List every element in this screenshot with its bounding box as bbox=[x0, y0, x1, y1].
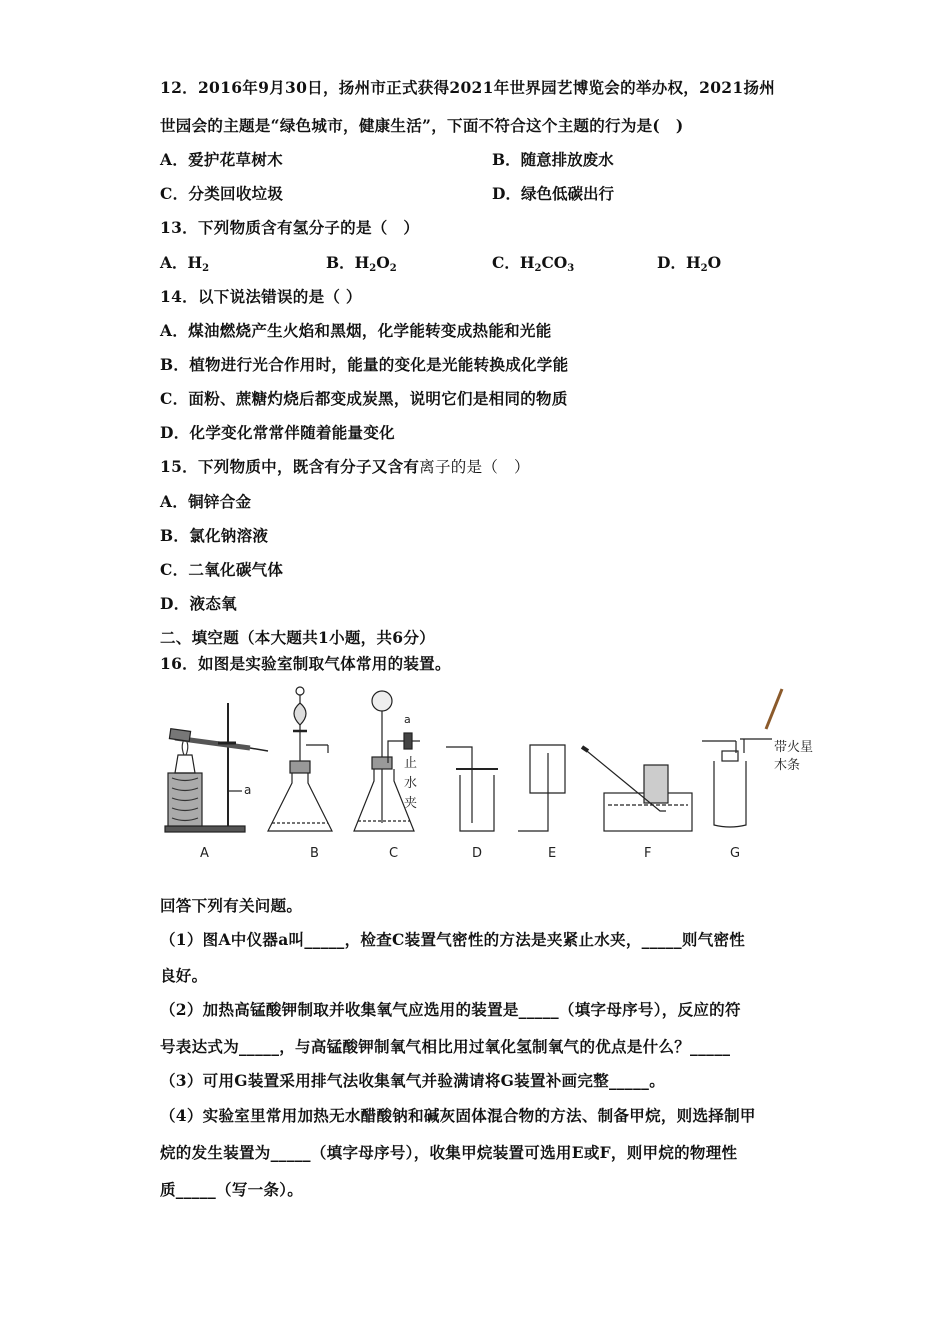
q15-option-c: C．二氧化碳气体 bbox=[160, 560, 284, 579]
q16-stem: 16．如图是实验室制取气体常用的装置。 bbox=[160, 654, 451, 673]
q15-option-b: B．氯化钠溶液 bbox=[160, 526, 269, 545]
apparatus-e bbox=[518, 745, 565, 831]
q13-option-b: B．$H_2O_2$ bbox=[326, 253, 397, 274]
q12-option-c: C．分类回收垃圾 bbox=[160, 184, 284, 203]
apparatus-d bbox=[446, 747, 498, 831]
q12-stem-line2: 世园会的主题是“绿色城市，健康生活”，下面不符合这个主题的行为是( ) bbox=[160, 116, 684, 135]
q16-part1-line2: 良好。 bbox=[160, 966, 208, 985]
q16-part4-line3: 质_____（写一条）。 bbox=[160, 1180, 304, 1199]
clamp-label-1: 止 bbox=[404, 756, 418, 771]
clamp-label-3: 夹 bbox=[404, 796, 418, 811]
q13-option-d: D．$H_2O$ bbox=[657, 253, 722, 274]
apparatus-b bbox=[268, 687, 332, 831]
apparatus-c-label-a: a bbox=[404, 713, 411, 726]
q15-option-d: D．液态氧 bbox=[160, 594, 237, 613]
q13-option-a: A．$H_2$ bbox=[160, 253, 210, 274]
apparatus-figure bbox=[160, 683, 840, 863]
label-e: E bbox=[548, 846, 557, 861]
q14-stem: 14．以下说法错误的是（ ） bbox=[160, 287, 362, 306]
q13-stem: 13．下列物质含有氢分子的是（ ） bbox=[160, 218, 420, 237]
splint-label-1: 带火星 bbox=[774, 740, 814, 755]
q14-option-c: C．面粉、蔗糖灼烧后都变成炭黑，说明它们是相同的物质 bbox=[160, 389, 568, 408]
q14-option-d: D．化学变化常常伴随着能量变化 bbox=[160, 423, 395, 442]
q16-part4-line2: 烷的发生装置为_____（填字母序号），收集甲烷装置可选用E或F，则甲烷的物理性 bbox=[160, 1143, 738, 1162]
q12-stem-line1: 12．2016年9月30日，扬州市正式获得2021年世界园艺博览会的举办权，2021扬州 bbox=[160, 78, 776, 97]
section-heading: 二、填空题（本大题共1小题，共6分） bbox=[160, 628, 435, 647]
apparatus-f bbox=[582, 747, 692, 831]
apparatus-a bbox=[165, 703, 268, 832]
label-g: G bbox=[730, 846, 741, 861]
apparatus-a-label-a: a bbox=[244, 783, 252, 797]
q16-part2-line2: 号表达式为_____，与高锰酸钾制氧气相比用过氧化氢制氧气的优点是什么？_____ bbox=[160, 1037, 731, 1056]
q14-option-b: B．植物进行光合作用时，能量的变化是光能转换成化学能 bbox=[160, 355, 569, 374]
q12-option-b: B．随意排放废水 bbox=[492, 150, 614, 169]
q13-option-c: C．$H_2CO_3$ bbox=[492, 253, 575, 274]
q16-part2-line1: （2）加热高锰酸钾制取并收集氧气应选用的装置是_____（填字母序号），反应的符 bbox=[160, 1000, 741, 1019]
label-c: C bbox=[389, 846, 399, 861]
q14-option-a: A．煤油燃烧产生火焰和黑烟，化学能转变成热能和光能 bbox=[160, 321, 552, 340]
label-d: D bbox=[472, 846, 483, 861]
label-b: B bbox=[310, 846, 319, 861]
q16-part4-line1: （4）实验室里常用加热无水醋酸钠和碱灰固体混合物的方法、制备甲烷，则选择制甲 bbox=[160, 1106, 756, 1125]
q16-part1-line1: （1）图A中仪器a叫_____，检查C装置气密性的方法是夹紧止水夹，_____则气密性 bbox=[160, 930, 746, 949]
apparatus-g bbox=[702, 689, 782, 827]
label-f: F bbox=[644, 846, 652, 861]
q15-option-a: A．铜锌合金 bbox=[160, 492, 252, 511]
q15-stem: 15．下列物质中，既含有分子又含有离子的是（ ） bbox=[160, 457, 530, 476]
splint-label-2: 木条 bbox=[774, 758, 801, 773]
q16-intro: 回答下列有关问题。 bbox=[160, 896, 303, 915]
q12-option-d: D．绿色低碳出行 bbox=[492, 184, 614, 203]
q16-part3: （3）可用G装置采用排气法收集氧气并验满请将G装置补画完整_____。 bbox=[160, 1071, 666, 1090]
q12-option-a: A．爱护花草树木 bbox=[160, 150, 283, 169]
clamp-label-2: 水 bbox=[404, 776, 418, 791]
label-a: A bbox=[200, 846, 209, 861]
